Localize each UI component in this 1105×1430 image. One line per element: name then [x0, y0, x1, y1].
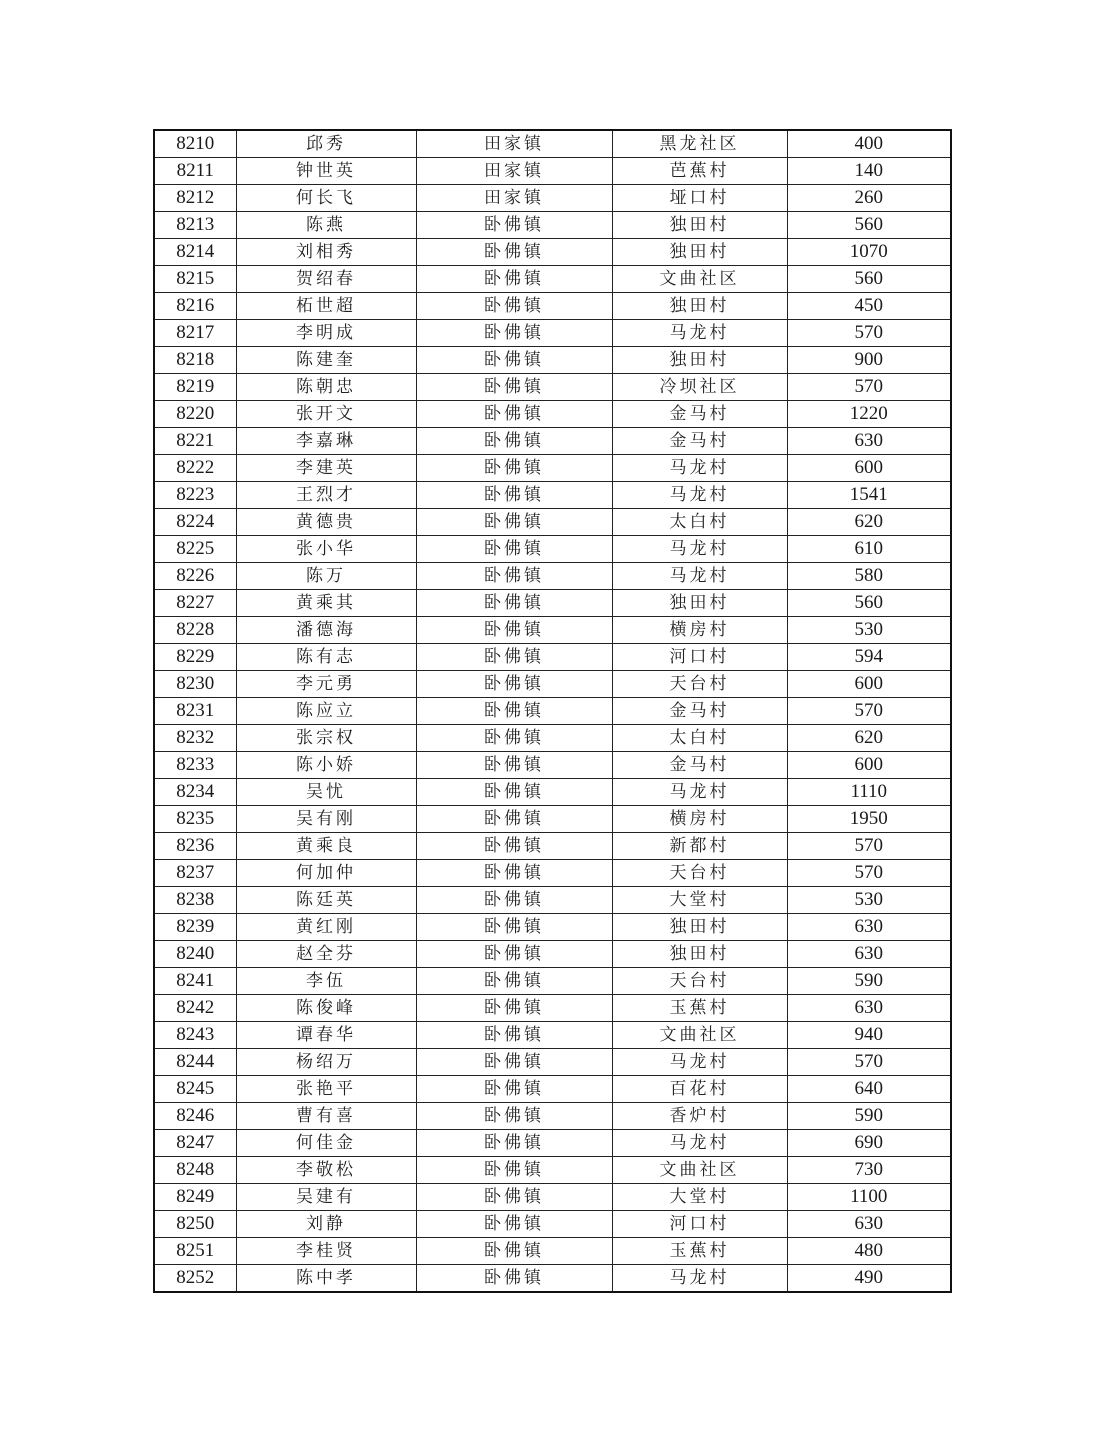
town-cell: 卧佛镇 — [416, 887, 612, 914]
name-cell: 何加仲 — [236, 860, 416, 887]
village-cell: 马龙村 — [612, 1130, 787, 1157]
village-cell: 马龙村 — [612, 536, 787, 563]
table-row — [154, 401, 951, 428]
amount-cell: 620 — [787, 509, 951, 536]
town-cell: 卧佛镇 — [416, 644, 612, 671]
row-id-cell: 8233 — [154, 752, 236, 779]
table-row — [154, 1049, 951, 1076]
row-id-cell: 8246 — [154, 1103, 236, 1130]
table-row — [154, 347, 951, 374]
town-cell: 卧佛镇 — [416, 914, 612, 941]
table-row — [154, 806, 951, 833]
town-cell: 卧佛镇 — [416, 536, 612, 563]
town-cell: 卧佛镇 — [416, 725, 612, 752]
table-row — [154, 968, 951, 995]
row-id-cell: 8228 — [154, 617, 236, 644]
amount-cell: 590 — [787, 968, 951, 995]
town-cell: 卧佛镇 — [416, 428, 612, 455]
amount-cell: 1950 — [787, 806, 951, 833]
amount-cell: 620 — [787, 725, 951, 752]
table-row — [154, 698, 951, 725]
table-row — [154, 1076, 951, 1103]
row-id-cell: 8242 — [154, 995, 236, 1022]
row-id-cell: 8231 — [154, 698, 236, 725]
town-cell: 卧佛镇 — [416, 995, 612, 1022]
amount-cell: 570 — [787, 320, 951, 347]
town-cell: 卧佛镇 — [416, 1157, 612, 1184]
name-cell: 何佳金 — [236, 1130, 416, 1157]
name-cell: 何长飞 — [236, 185, 416, 212]
row-id-cell: 8245 — [154, 1076, 236, 1103]
row-id-cell: 8243 — [154, 1022, 236, 1049]
village-cell: 独田村 — [612, 914, 787, 941]
roster-table-body — [154, 130, 951, 1292]
row-id-cell: 8252 — [154, 1265, 236, 1293]
name-cell: 刘相秀 — [236, 239, 416, 266]
town-cell: 田家镇 — [416, 185, 612, 212]
town-cell: 卧佛镇 — [416, 968, 612, 995]
table-row — [154, 212, 951, 239]
town-cell: 卧佛镇 — [416, 347, 612, 374]
village-cell: 垭口村 — [612, 185, 787, 212]
row-id-cell: 8237 — [154, 860, 236, 887]
row-id-cell: 8239 — [154, 914, 236, 941]
town-cell: 卧佛镇 — [416, 1049, 612, 1076]
village-cell: 河口村 — [612, 644, 787, 671]
table-row — [154, 482, 951, 509]
amount-cell: 570 — [787, 833, 951, 860]
amount-cell: 560 — [787, 212, 951, 239]
name-cell: 陈廷英 — [236, 887, 416, 914]
village-cell: 金马村 — [612, 401, 787, 428]
town-cell: 卧佛镇 — [416, 941, 612, 968]
name-cell: 陈万 — [236, 563, 416, 590]
table-row — [154, 779, 951, 806]
amount-cell: 450 — [787, 293, 951, 320]
town-cell: 卧佛镇 — [416, 239, 612, 266]
village-cell: 马龙村 — [612, 320, 787, 347]
table-row — [154, 1022, 951, 1049]
table-row — [154, 833, 951, 860]
name-cell: 陈朝忠 — [236, 374, 416, 401]
amount-cell: 1541 — [787, 482, 951, 509]
name-cell: 黄德贵 — [236, 509, 416, 536]
name-cell: 张小华 — [236, 536, 416, 563]
town-cell: 卧佛镇 — [416, 563, 612, 590]
name-cell: 赵全芬 — [236, 941, 416, 968]
table-row — [154, 1157, 951, 1184]
village-cell: 独田村 — [612, 212, 787, 239]
row-id-cell: 8247 — [154, 1130, 236, 1157]
table-row — [154, 185, 951, 212]
town-cell: 卧佛镇 — [416, 779, 612, 806]
row-id-cell: 8213 — [154, 212, 236, 239]
table-row — [154, 671, 951, 698]
table-row — [154, 563, 951, 590]
amount-cell: 1220 — [787, 401, 951, 428]
name-cell: 黄乘其 — [236, 590, 416, 617]
village-cell: 马龙村 — [612, 779, 787, 806]
name-cell: 李伍 — [236, 968, 416, 995]
name-cell: 陈应立 — [236, 698, 416, 725]
row-id-cell: 8220 — [154, 401, 236, 428]
name-cell: 钟世英 — [236, 158, 416, 185]
row-id-cell: 8241 — [154, 968, 236, 995]
village-cell: 金马村 — [612, 428, 787, 455]
name-cell: 陈中孝 — [236, 1265, 416, 1293]
village-cell: 玉蕉村 — [612, 1238, 787, 1265]
village-cell: 马龙村 — [612, 563, 787, 590]
town-cell: 卧佛镇 — [416, 590, 612, 617]
name-cell: 张宗权 — [236, 725, 416, 752]
name-cell: 张开文 — [236, 401, 416, 428]
row-id-cell: 8230 — [154, 671, 236, 698]
village-cell: 独田村 — [612, 347, 787, 374]
amount-cell: 570 — [787, 374, 951, 401]
village-cell: 横房村 — [612, 617, 787, 644]
table-row — [154, 455, 951, 482]
amount-cell: 610 — [787, 536, 951, 563]
village-cell: 横房村 — [612, 806, 787, 833]
village-cell: 文曲社区 — [612, 1157, 787, 1184]
table-row — [154, 158, 951, 185]
amount-cell: 570 — [787, 1049, 951, 1076]
table-row — [154, 1211, 951, 1238]
name-cell: 陈小娇 — [236, 752, 416, 779]
table-row — [154, 428, 951, 455]
table-row — [154, 509, 951, 536]
village-cell: 马龙村 — [612, 1265, 787, 1293]
town-cell: 卧佛镇 — [416, 1184, 612, 1211]
table-row — [154, 914, 951, 941]
town-cell: 卧佛镇 — [416, 1103, 612, 1130]
town-cell: 卧佛镇 — [416, 401, 612, 428]
row-id-cell: 8214 — [154, 239, 236, 266]
table-row — [154, 590, 951, 617]
town-cell: 卧佛镇 — [416, 833, 612, 860]
name-cell: 陈俊峰 — [236, 995, 416, 1022]
village-cell: 文曲社区 — [612, 266, 787, 293]
name-cell: 陈有志 — [236, 644, 416, 671]
table-row — [154, 1238, 951, 1265]
village-cell: 马龙村 — [612, 455, 787, 482]
village-cell: 金马村 — [612, 752, 787, 779]
name-cell: 吴忧 — [236, 779, 416, 806]
amount-cell: 1100 — [787, 1184, 951, 1211]
table-row — [154, 941, 951, 968]
name-cell: 吴建有 — [236, 1184, 416, 1211]
village-cell: 天台村 — [612, 860, 787, 887]
amount-cell: 940 — [787, 1022, 951, 1049]
row-id-cell: 8227 — [154, 590, 236, 617]
village-cell: 大堂村 — [612, 887, 787, 914]
town-cell: 卧佛镇 — [416, 1076, 612, 1103]
name-cell: 李元勇 — [236, 671, 416, 698]
town-cell: 卧佛镇 — [416, 509, 612, 536]
amount-cell: 530 — [787, 617, 951, 644]
name-cell: 李桂贤 — [236, 1238, 416, 1265]
town-cell: 卧佛镇 — [416, 1211, 612, 1238]
village-cell: 马龙村 — [612, 1049, 787, 1076]
village-cell: 黑龙社区 — [612, 130, 787, 158]
village-cell: 芭蕉村 — [612, 158, 787, 185]
name-cell: 邱秀 — [236, 130, 416, 158]
row-id-cell: 8210 — [154, 130, 236, 158]
row-id-cell: 8229 — [154, 644, 236, 671]
table-row — [154, 1130, 951, 1157]
table-row — [154, 1184, 951, 1211]
town-cell: 卧佛镇 — [416, 1265, 612, 1293]
table-row — [154, 995, 951, 1022]
row-id-cell: 8221 — [154, 428, 236, 455]
row-id-cell: 8249 — [154, 1184, 236, 1211]
amount-cell: 530 — [787, 887, 951, 914]
row-id-cell: 8238 — [154, 887, 236, 914]
name-cell: 李嘉琳 — [236, 428, 416, 455]
town-cell: 卧佛镇 — [416, 1130, 612, 1157]
village-cell: 香炉村 — [612, 1103, 787, 1130]
town-cell: 卧佛镇 — [416, 806, 612, 833]
row-id-cell: 8244 — [154, 1049, 236, 1076]
amount-cell: 730 — [787, 1157, 951, 1184]
name-cell: 陈燕 — [236, 212, 416, 239]
village-cell: 独田村 — [612, 293, 787, 320]
name-cell: 吴有刚 — [236, 806, 416, 833]
village-cell: 独田村 — [612, 941, 787, 968]
village-cell: 新都村 — [612, 833, 787, 860]
row-id-cell: 8250 — [154, 1211, 236, 1238]
roster-table — [153, 129, 952, 1293]
village-cell: 太白村 — [612, 509, 787, 536]
town-cell: 卧佛镇 — [416, 617, 612, 644]
table-row — [154, 1103, 951, 1130]
amount-cell: 600 — [787, 752, 951, 779]
table-row — [154, 130, 951, 158]
amount-cell: 594 — [787, 644, 951, 671]
row-id-cell: 8235 — [154, 806, 236, 833]
amount-cell: 600 — [787, 455, 951, 482]
village-cell: 天台村 — [612, 671, 787, 698]
village-cell: 马龙村 — [612, 482, 787, 509]
town-cell: 田家镇 — [416, 158, 612, 185]
village-cell: 独田村 — [612, 590, 787, 617]
town-cell: 卧佛镇 — [416, 320, 612, 347]
amount-cell: 630 — [787, 914, 951, 941]
row-id-cell: 8222 — [154, 455, 236, 482]
row-id-cell: 8217 — [154, 320, 236, 347]
town-cell: 卧佛镇 — [416, 293, 612, 320]
name-cell: 黄乘良 — [236, 833, 416, 860]
table-row — [154, 617, 951, 644]
table-row — [154, 725, 951, 752]
table-row — [154, 887, 951, 914]
amount-cell: 260 — [787, 185, 951, 212]
town-cell: 卧佛镇 — [416, 698, 612, 725]
row-id-cell: 8240 — [154, 941, 236, 968]
amount-cell: 1070 — [787, 239, 951, 266]
amount-cell: 630 — [787, 941, 951, 968]
amount-cell: 490 — [787, 1265, 951, 1293]
row-id-cell: 8224 — [154, 509, 236, 536]
village-cell: 文曲社区 — [612, 1022, 787, 1049]
table-row — [154, 644, 951, 671]
name-cell: 李敬松 — [236, 1157, 416, 1184]
table-row — [154, 860, 951, 887]
amount-cell: 640 — [787, 1076, 951, 1103]
name-cell: 陈建奎 — [236, 347, 416, 374]
table-row — [154, 239, 951, 266]
table-row — [154, 536, 951, 563]
town-cell: 卧佛镇 — [416, 1022, 612, 1049]
amount-cell: 630 — [787, 995, 951, 1022]
town-cell: 田家镇 — [416, 130, 612, 158]
amount-cell: 630 — [787, 428, 951, 455]
name-cell: 曹有喜 — [236, 1103, 416, 1130]
amount-cell: 590 — [787, 1103, 951, 1130]
row-id-cell: 8216 — [154, 293, 236, 320]
row-id-cell: 8225 — [154, 536, 236, 563]
town-cell: 卧佛镇 — [416, 752, 612, 779]
row-id-cell: 8212 — [154, 185, 236, 212]
name-cell: 黄红刚 — [236, 914, 416, 941]
town-cell: 卧佛镇 — [416, 266, 612, 293]
amount-cell: 580 — [787, 563, 951, 590]
village-cell: 冷坝社区 — [612, 374, 787, 401]
table-row — [154, 1265, 951, 1293]
amount-cell: 560 — [787, 590, 951, 617]
name-cell: 贺绍春 — [236, 266, 416, 293]
town-cell: 卧佛镇 — [416, 374, 612, 401]
village-cell: 玉蕉村 — [612, 995, 787, 1022]
amount-cell: 570 — [787, 860, 951, 887]
amount-cell: 630 — [787, 1211, 951, 1238]
town-cell: 卧佛镇 — [416, 1238, 612, 1265]
row-id-cell: 8226 — [154, 563, 236, 590]
village-cell: 天台村 — [612, 968, 787, 995]
town-cell: 卧佛镇 — [416, 212, 612, 239]
name-cell: 杨绍万 — [236, 1049, 416, 1076]
name-cell: 王烈才 — [236, 482, 416, 509]
amount-cell: 1110 — [787, 779, 951, 806]
amount-cell: 900 — [787, 347, 951, 374]
name-cell: 张艳平 — [236, 1076, 416, 1103]
row-id-cell: 8248 — [154, 1157, 236, 1184]
name-cell: 李明成 — [236, 320, 416, 347]
row-id-cell: 8236 — [154, 833, 236, 860]
row-id-cell: 8223 — [154, 482, 236, 509]
name-cell: 刘静 — [236, 1211, 416, 1238]
village-cell: 河口村 — [612, 1211, 787, 1238]
name-cell: 李建英 — [236, 455, 416, 482]
row-id-cell: 8218 — [154, 347, 236, 374]
row-id-cell: 8219 — [154, 374, 236, 401]
town-cell: 卧佛镇 — [416, 482, 612, 509]
name-cell: 柘世超 — [236, 293, 416, 320]
town-cell: 卧佛镇 — [416, 860, 612, 887]
name-cell: 谭春华 — [236, 1022, 416, 1049]
village-cell: 太白村 — [612, 725, 787, 752]
village-cell: 独田村 — [612, 239, 787, 266]
row-id-cell: 8251 — [154, 1238, 236, 1265]
town-cell: 卧佛镇 — [416, 671, 612, 698]
amount-cell: 570 — [787, 698, 951, 725]
row-id-cell: 8232 — [154, 725, 236, 752]
amount-cell: 480 — [787, 1238, 951, 1265]
village-cell: 大堂村 — [612, 1184, 787, 1211]
village-cell: 金马村 — [612, 698, 787, 725]
table-row — [154, 374, 951, 401]
row-id-cell: 8215 — [154, 266, 236, 293]
town-cell: 卧佛镇 — [416, 455, 612, 482]
row-id-cell: 8211 — [154, 158, 236, 185]
amount-cell: 690 — [787, 1130, 951, 1157]
name-cell: 潘德海 — [236, 617, 416, 644]
table-row — [154, 752, 951, 779]
table-row — [154, 266, 951, 293]
amount-cell: 400 — [787, 130, 951, 158]
table-row — [154, 320, 951, 347]
amount-cell: 560 — [787, 266, 951, 293]
amount-cell: 140 — [787, 158, 951, 185]
village-cell: 百花村 — [612, 1076, 787, 1103]
amount-cell: 600 — [787, 671, 951, 698]
row-id-cell: 8234 — [154, 779, 236, 806]
table-row — [154, 293, 951, 320]
